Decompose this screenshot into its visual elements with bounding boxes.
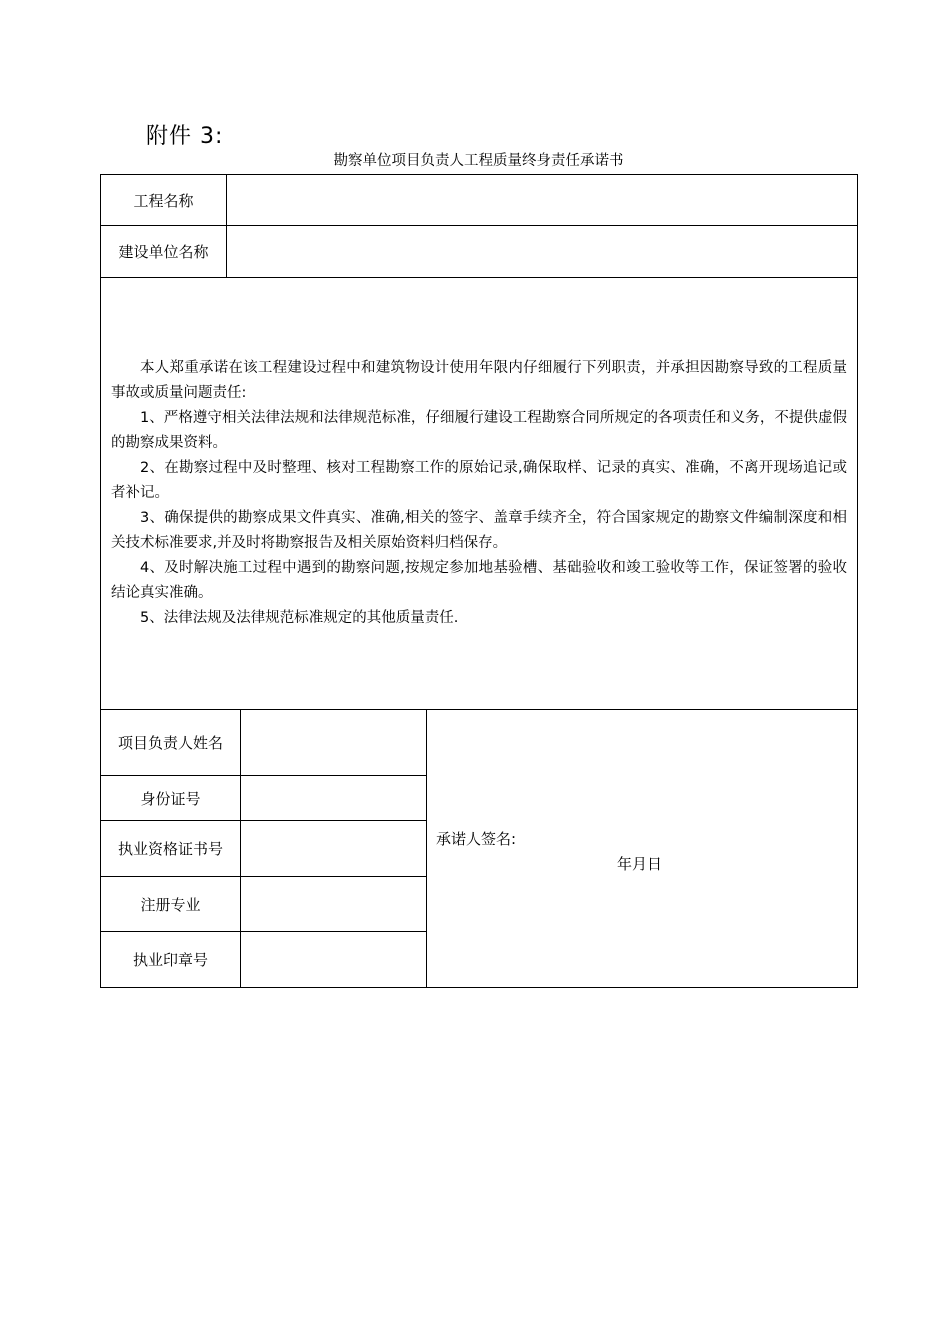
builder-name-label: 建设单位名称 (101, 226, 227, 278)
builder-name-row (101, 226, 858, 278)
person-name-field[interactable] (241, 710, 427, 776)
signature-label: 承诺人签名: (436, 830, 517, 848)
person-name-row (101, 710, 858, 776)
id-number-label: 身份证号 (101, 776, 241, 821)
certificate-label: 执业资格证书号 (101, 821, 241, 877)
pledge-intro: 本人郑重承诺在该工程建设过程中和建筑物设计使用年限内仔细履行下列职责，并承担因勘察导致的工程质量事故或质量问题责任: (111, 360, 848, 401)
pledge-text (111, 356, 847, 631)
signature-cell[interactable] (427, 710, 858, 988)
document-title: 勘察单位项目负责人工程质量终身责任承诺书 (333, 153, 624, 169)
seal-label: 执业印章号 (101, 932, 241, 988)
pledge-item-5: 5、法律法规及法律规范标准规定的其他质量责任. (140, 610, 459, 626)
builder-name-field[interactable] (227, 226, 858, 278)
seal-field[interactable] (241, 932, 427, 988)
major-label: 注册专业 (101, 877, 241, 932)
pledge-row (101, 278, 858, 710)
pledge-form-table (100, 174, 858, 988)
pledge-cell (101, 278, 858, 710)
project-name-label: 工程名称 (101, 175, 227, 226)
person-name-label: 项目负责人姓名 (101, 710, 241, 776)
pledge-item-3: 3、确保提供的勘察成果文件真实、准确,相关的签字、盖章手续齐全，符合国家规定的勘察文件编制深度和相关技术标准要求,并及时将勘察报告及相关原始资料归档保存。 (111, 510, 848, 551)
pledge-item-4: 4、及时解决施工过程中遇到的勘察问题,按规定参加地基验槽、基础验收和竣工验收等工作，保证签署的验收结论真实准确。 (111, 560, 848, 601)
project-name-field[interactable] (227, 175, 858, 226)
major-field[interactable] (241, 877, 427, 932)
pledge-item-1: 1、严格遵守相关法律法规和法律规范标准，仔细履行建设工程勘察合同所规定的各项责任和义务，不提供虚假的勘察成果资料。 (111, 410, 848, 451)
attachment-label: 附件 3: (146, 124, 224, 149)
pledge-item-2: 2、在勘察过程中及时整理、核对工程勘察工作的原始记录,确保取样、记录的真实、准确，不离开现场追记或者补记。 (111, 460, 848, 501)
signature-date: 年月日 (617, 855, 663, 873)
certificate-field[interactable] (241, 821, 427, 877)
project-name-row (101, 175, 858, 226)
id-number-field[interactable] (241, 776, 427, 821)
